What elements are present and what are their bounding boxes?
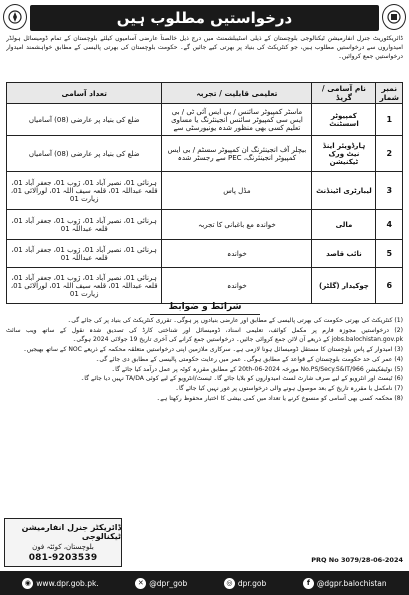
instagram-icon: ◎ bbox=[224, 578, 235, 589]
term-item: (8) محکمہ کسی بھی آسامی کو منسوخ کرنے یا تعداد میں کمی بیشی کا اختیار محفوظ رکھتا ہے۔ bbox=[156, 394, 403, 402]
row-post: لیبارٹری اٹینڈنٹ bbox=[312, 172, 376, 210]
table-row bbox=[7, 172, 403, 210]
footer-facebook-link[interactable] bbox=[303, 578, 387, 589]
footer-twitter-link[interactable] bbox=[135, 578, 187, 589]
row-count: ہرنائی 01، نصیر آباد 01، ژوب 01، جعفر آباد 01، قلعہ عبداللہ 01، قلعہ سیف اللہ 01، لورالائی 01، زیارت 01 bbox=[7, 172, 162, 210]
term-item: (5) نوٹیفکیشن No.PS/Secy.S&IT/966 مورخہ 20th-06-2024 کے مطابق مقررہ کوٹہ پر عمل درآمد کیا جائے گا۔ bbox=[111, 365, 403, 373]
term-item: (6) ٹیسٹ اور انٹرویو کے لیے صرف شارٹ لسٹ امیدواروں کو بلایا جائے گا۔ ٹیسٹ/انٹرویو کے لیے کوئی TA/DA نہیں دیا جائے گا۔ bbox=[80, 375, 403, 383]
footer-bar bbox=[0, 571, 409, 595]
term-item: (4) عمر کی حد حکومت بلوچستان کے قواعد کے مطابق ہوگی۔ عمر میں رعایت حکومتی پالیسی کے مطابق دی جائے گی۔ bbox=[95, 355, 403, 363]
row-qualification: خواندہ bbox=[162, 268, 312, 304]
balochistan-seal-icon bbox=[3, 4, 27, 30]
row-count: ضلع کی بنیاد پر عارضی (08) آسامیاں bbox=[7, 104, 162, 136]
row-qualification: ماسٹر کمپیوٹر سائنس / بی ایس آئی ٹی / بی ایس سی کمپیوٹر سائنس انجینئرنگ یا مساوی تعلیم کسی بھی منظور شدہ یونیورسٹی سے bbox=[162, 104, 312, 136]
footer-website-link[interactable] bbox=[22, 578, 98, 589]
table-row bbox=[7, 240, 403, 268]
department-logo-icon bbox=[382, 4, 406, 30]
twitter-icon: ✕ bbox=[135, 578, 146, 589]
header-serial: نمبر شمار bbox=[376, 83, 403, 104]
row-qualification: خواندہ مع باغبانی کا تجربہ bbox=[162, 210, 312, 240]
row-post: چوکیدار (گلٹر) bbox=[312, 268, 376, 304]
header-post: نام آسامی / گریڈ bbox=[312, 83, 376, 104]
row-post: ہارڈویئر اینڈ نیٹ ورک ٹیکنیشن bbox=[312, 136, 376, 172]
row-post: کمپیوٹر اسسٹنٹ bbox=[312, 104, 376, 136]
row-number: 2 bbox=[376, 136, 403, 172]
row-post: نائب قاصد bbox=[312, 240, 376, 268]
terms-body bbox=[6, 316, 403, 520]
vacancy-table bbox=[6, 82, 403, 304]
signatory-title: ڈائریکٹر جنرل انفارمیشن ٹیکنالوجی bbox=[21, 522, 121, 541]
signatory-city: بلوچستان، کوئٹہ فون bbox=[32, 542, 94, 551]
row-number: 1 bbox=[376, 104, 403, 136]
header-count: تعداد آسامی bbox=[7, 83, 162, 104]
table-row bbox=[7, 136, 403, 172]
header-qualification: تعلیمی قابلیت / تجربہ bbox=[162, 83, 312, 104]
footer-website-text: www.dpr.gob.pk. bbox=[36, 578, 99, 588]
table-row bbox=[7, 268, 403, 304]
row-number: 4 bbox=[376, 210, 403, 240]
row-qualification: بیچلر آف انجینئرنگ ان کمپیوٹر سسٹم / بی ایس کمپیوٹر انجینئرنگ، PEC سے رجسٹر شدہ bbox=[162, 136, 312, 172]
terms-heading: شرائط و ضوابط bbox=[150, 302, 260, 315]
globe-icon: ◉ bbox=[22, 578, 33, 589]
footer-facebook-text: @dgpr.balochistan bbox=[316, 578, 387, 588]
page-title: درخواستیں مطلوب ہیں bbox=[116, 9, 293, 27]
row-count: ضلع کی بنیاد پر عارضی (08) آسامیاں bbox=[7, 136, 162, 172]
row-post: مالی bbox=[312, 210, 376, 240]
row-count: ہرنائی 01، نصیر آباد 01، ژوب 01، جعفر آباد 01، قلعہ عبداللہ 01 bbox=[7, 210, 162, 240]
row-qualification: خواندہ bbox=[162, 240, 312, 268]
row-count: ہرنائی 01، نصیر آباد 01، ژوب 01، جعفر آباد 01، قلعہ عبداللہ 01، قلعہ سیف اللہ 01، لورالائی 01، زیارت 01 bbox=[7, 268, 162, 304]
row-number: 3 bbox=[376, 172, 403, 210]
page-banner bbox=[30, 5, 379, 31]
term-item: (1) کنٹریکٹ کی بھرتی حکومت کی بھرتی پالیسی کے مطابق اور عارضی بنیادوں پر ہوگی۔ تقرری کنٹریکٹ کی بنیاد پر کی جائے گی۔ bbox=[67, 317, 403, 324]
prq-number: PRQ No 3079/28-06-2024 bbox=[311, 556, 403, 564]
footer-twitter-text: @dpr_gob bbox=[149, 578, 188, 588]
row-number: 6 bbox=[376, 268, 403, 304]
signature-block bbox=[4, 518, 122, 567]
term-item: (7) نامکمل یا مقررہ تاریخ کے بعد موصول ہونے والی درخواستوں پر غور نہیں کیا جائے گا۔ bbox=[175, 384, 403, 392]
row-count: ہرنائی 01، نصیر آباد 01، ژوب 01، جعفر آباد 01، قلعہ عبداللہ 01 bbox=[7, 240, 162, 268]
footer-instagram-link[interactable] bbox=[224, 578, 266, 589]
intro-paragraph: ڈائریکٹوریٹ جنرل انفارمیشن ٹیکنالوجی بلوچستان کے ذیلی اسٹیبلشمنٹ میں درج ذیل خالصتاً عارضی آسامیوں کیلئے بلوچستان کے تمام ڈومیسائل ہولڈر امیدواروں سے درخواستیں مطلوب ہیں، جو کنٹریکٹ کی بنیاد پر بھرتی کیے جائیں گے۔ حکومت بلوچستان کی بھرتی پالیسی کے مطابق خواہشمند امیدوار درخواستیں جمع کروائیں۔ bbox=[6, 35, 403, 61]
facebook-icon: f bbox=[303, 578, 314, 589]
row-number: 5 bbox=[376, 240, 403, 268]
table-header-row bbox=[7, 83, 403, 104]
table-row bbox=[7, 210, 403, 240]
contact-phone: 081-9203539 bbox=[28, 552, 98, 563]
table-row bbox=[7, 104, 403, 136]
term-item: (3) امیدوار کے پاس بلوچستان کا مستقل ڈومیسائل ہونا لازمی ہے۔ سرکاری ملازمین اپنی درخواستیں متعلقہ محکمہ کے ذریعے NOC کے ساتھ بھیجیں۔ bbox=[23, 346, 403, 354]
term-item: (2) درخواستیں مجوزہ فارم پر مکمل کوائف، تعلیمی اسناد، ڈومیسائل اور شناختی کارڈ کی تصدیق شدہ نقول کے ساتھ ویب سائٹ jobs.balochistan.gov.pk کے ذریعے آن لائن جمع کروائی جائیں۔ درخواستیں جمع کرانے کی آخری تاریخ 19 جولائی 2024 ہوگی۔ bbox=[6, 326, 403, 344]
row-qualification: مڈل پاس bbox=[162, 172, 312, 210]
footer-instagram-text: dpr.gob bbox=[237, 578, 267, 588]
